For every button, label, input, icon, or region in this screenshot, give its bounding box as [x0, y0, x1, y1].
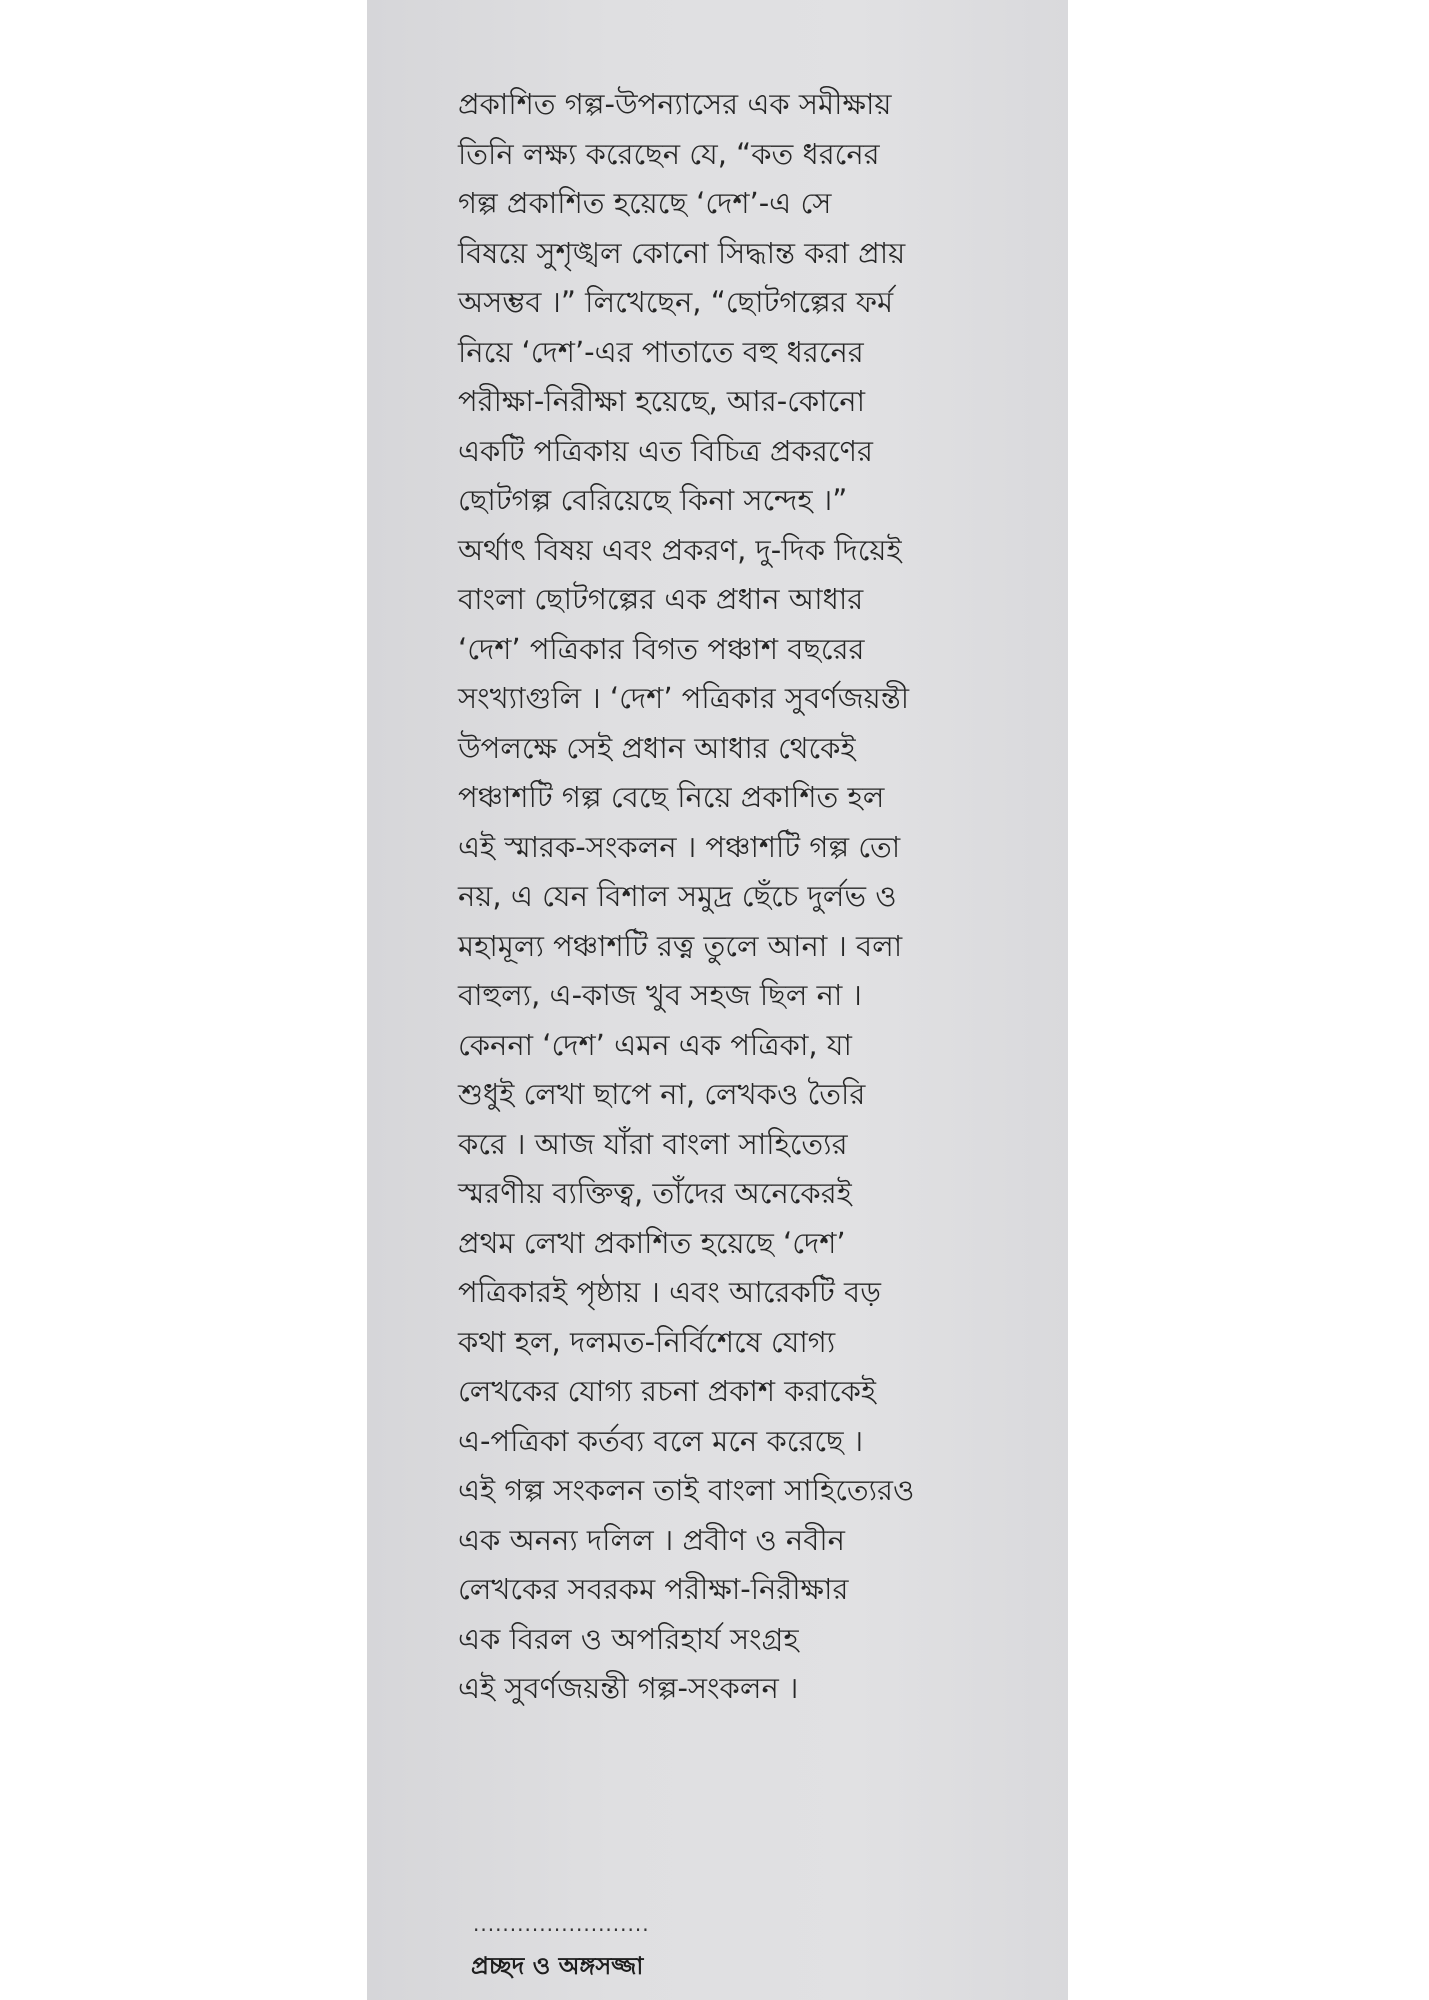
blurb-line: পত্রিকারই পৃষ্ঠায় । এবং আরেকটি বড় — [458, 1275, 881, 1309]
blurb-line: এক বিরল ও অপরিহার্য সংগ্রহ — [458, 1621, 799, 1656]
blurb-line: বাংলা ছোটগল্পের এক প্রধান আধার — [458, 582, 864, 616]
blurb-line: তিনি লক্ষ্য করেছেন যে, “কত ধরনের — [458, 136, 880, 171]
blurb-line: মহামূল্য পঞ্চাশটি রত্ন তুলে আনা । বলা — [458, 928, 903, 963]
blurb-line: প্রকাশিত গল্প-উপন্যাসের এক সমীক্ষায় — [458, 87, 892, 121]
blurb-line: প্রথম লেখা প্রকাশিত হয়েছে ‘দেশ’ — [458, 1225, 846, 1260]
blurb-line: লেখকের সবরকম পরীক্ষা-নিরীক্ষার — [458, 1572, 849, 1606]
blurb-line: ছোটগল্প বেরিয়েছে কিনা সন্দেহ ।” — [458, 483, 848, 517]
blurb-line: এক অনন্য দলিল । প্রবীণ ও নবীন — [458, 1522, 845, 1557]
blurb-line: শুধুই লেখা ছাপে না, লেখকও তৈরি — [458, 1077, 866, 1111]
blurb-line: লেখকের যোগ্য রচনা প্রকাশ করাকেই — [458, 1374, 876, 1408]
blurb-line: পরীক্ষা-নিরীক্ষা হয়েছে, আর-কোনো — [458, 384, 865, 418]
blurb-line: গল্প প্রকাশিত হয়েছে ‘দেশ’-এ সে — [458, 186, 832, 220]
credit-divider: ........................ — [473, 1912, 650, 1936]
blurb-line: কথা হল, দলমত-নির্বিশেষে যোগ্য — [458, 1324, 836, 1359]
blurb-line: নয়, এ যেন বিশাল সমুদ্র ছেঁচে দুর্লভ ও — [458, 879, 897, 913]
blurb-line: সংখ্যাগুলি । ‘দেশ’ পত্রিকার সুবর্ণজয়ন্তী — [458, 681, 910, 715]
blurb-line: পঞ্চাশটি গল্প বেছে নিয়ে প্রকাশিত হল — [458, 780, 885, 814]
blurb-line: অসম্ভব ।” লিখেছেন, “ছোটগল্পের ফর্ম — [458, 285, 894, 319]
blurb-line: এ-পত্রিকা কর্তব্য বলে মনে করেছে । — [458, 1423, 864, 1458]
blurb-line: ‘দেশ’ পত্রিকার বিগত পঞ্চাশ বছরের — [458, 631, 865, 666]
blurb-line: স্মরণীয় ব্যক্তিত্ব, তাঁদের অনেকেরই — [458, 1176, 852, 1210]
cover-design-credit-heading: প্রচ্ছদ ও অঙ্গসজ্জা — [471, 1952, 644, 1980]
blurb-line: এই সুবর্ণজয়ন্তী গল্প-সংকলন । — [458, 1671, 799, 1705]
blurb-line: বিষয়ে সুশৃঙ্খল কোনো সিদ্ধান্ত করা প্রায় — [458, 235, 906, 270]
blurb-line: করে । আজ যাঁরা বাংলা সাহিত্যের — [458, 1126, 848, 1161]
blurb-line: উপলক্ষে সেই প্রধান আধার থেকেই — [458, 730, 856, 765]
blurb-line: এই স্মারক-সংকলন । পঞ্চাশটি গল্প তো — [458, 829, 901, 864]
blurb-line: অর্থাৎ বিষয় এবং প্রকরণ, দু-দিক দিয়েই — [458, 532, 902, 567]
blurb-text — [458, 80, 1058, 1714]
blurb-line: এই গল্প সংকলন তাই বাংলা সাহিত্যেরও — [458, 1473, 915, 1507]
blurb-line: নিয়ে ‘দেশ’-এর পাতাতে বহু ধরনের — [458, 334, 864, 369]
blurb-line: একটি পত্রিকায় এত বিচিত্র প্রকরণের — [458, 433, 873, 468]
blurb-line: বাহুল্য, এ-কাজ খুব সহজ ছিল না । — [458, 978, 862, 1012]
blurb-line: কেননা ‘দেশ’ এমন এক পত্রিকা, যা — [458, 1027, 852, 1062]
